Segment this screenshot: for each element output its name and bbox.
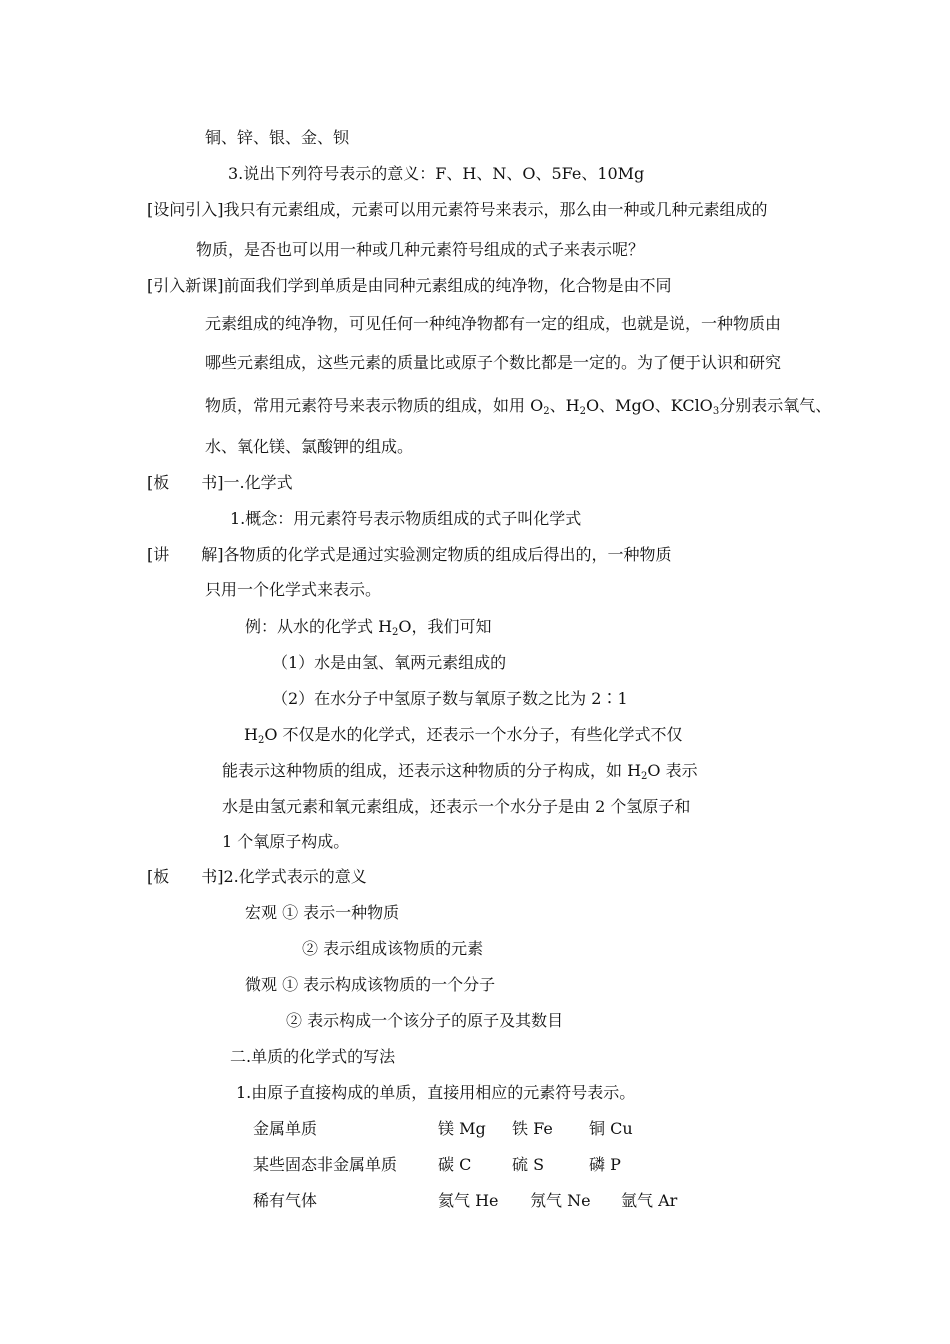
text-line: 元素组成的纯净物，可见任何一种纯净物都有一定的组成，也就是说，一种物质由 — [205, 314, 782, 333]
category-label: 稀有气体 — [253, 1191, 318, 1210]
text-line: 水、氧化镁、氯酸钾的组成。 — [205, 437, 414, 456]
text-line: 哪些元素组成，这些元素的质量比或原子个数比都是一定的。为了便于认识和研究 — [205, 353, 782, 372]
table-row — [0, 1191, 950, 1215]
question-3: 3.说出下列符号表示的意义：F、H、N、O、5Fe、10Mg — [228, 164, 645, 183]
text-line: $H_2O$ 不仅是水的化学式，还表示一个水分子，有些化学式不仅 — [244, 725, 683, 746]
category-label: 某些固态非金属单质 — [253, 1155, 398, 1174]
element-item: 氦气 He — [438, 1191, 499, 1210]
example-point-1: （1）水是由氢、氧两元素组成的 — [272, 653, 507, 672]
example-point-2: （2）在水分子中氢原子数与氧原子数之比为 2∶1 — [272, 689, 628, 708]
concept-line: 1.概念：用元素符号表示物质组成的式子叫化学式 — [230, 509, 582, 528]
element-item: 磷 P — [589, 1155, 621, 1174]
macro-point-2: ② 表示组成该物质的元素 — [302, 939, 484, 958]
section-board-2: [板 书]2.化学式表示的意义 — [147, 867, 367, 886]
element-item: 镁 Mg — [438, 1119, 486, 1138]
text-line-formulas: 物质，常用元素符号来表示物质的组成，如用 $O_2$、$H_2O$、MgO、KClO$_3$分别表示氧气、 — [205, 396, 832, 417]
element-item: 硫 S — [512, 1155, 545, 1174]
micro-point-1: 微观 ① 表示构成该物质的一个分子 — [245, 975, 496, 994]
rule-line: 1.由原子直接构成的单质，直接用相应的元素符号表示。 — [236, 1083, 636, 1102]
section-heading-2: 二.单质的化学式的写法 — [230, 1047, 396, 1066]
section-explain: [讲 解]各物质的化学式是通过实验测定物质的组成后得出的，一种物质 — [147, 545, 672, 564]
text-line: 铜、锌、银、金、钡 — [205, 128, 350, 147]
text-line: 物质，是否也可以用一种或几种元素符号组成的式子来表示呢？ — [196, 240, 645, 259]
section-board-1: [板 书]一.化学式 — [147, 473, 293, 492]
micro-point-2: ② 表示构成一个该分子的原子及其数目 — [286, 1011, 564, 1030]
table-row — [0, 1119, 950, 1143]
element-item: 铁 Fe — [512, 1119, 553, 1138]
text-line: 1 个氧原子构成。 — [222, 832, 350, 851]
category-label: 金属单质 — [253, 1119, 318, 1138]
element-item: 氖气 Ne — [530, 1191, 591, 1210]
table-row — [0, 1155, 950, 1179]
element-item: 氩气 Ar — [621, 1191, 678, 1210]
section-question-intro: [设问引入]我只有元素组成，元素可以用元素符号来表示，那么由一种或几种元素组成的 — [147, 200, 768, 219]
text-line: 只用一个化学式来表示。 — [205, 580, 382, 599]
example-line: 例：从水的化学式 $H_2O$，我们可知 — [245, 617, 492, 638]
macro-point-1: 宏观 ① 表示一种物质 — [245, 903, 400, 922]
element-item: 铜 Cu — [589, 1119, 633, 1138]
text-line: 水是由氢元素和氧元素组成，还表示一个水分子是由 2 个氢原子和 — [222, 797, 691, 816]
element-item: 碳 C — [438, 1155, 472, 1174]
text-line: 能表示这种物质的组成，还表示这种物质的分子构成，如 $H_2O$ 表示 — [222, 761, 698, 782]
section-new-lesson: [引入新课]前面我们学到单质是由同种元素组成的纯净物，化合物是由不同 — [147, 276, 672, 295]
